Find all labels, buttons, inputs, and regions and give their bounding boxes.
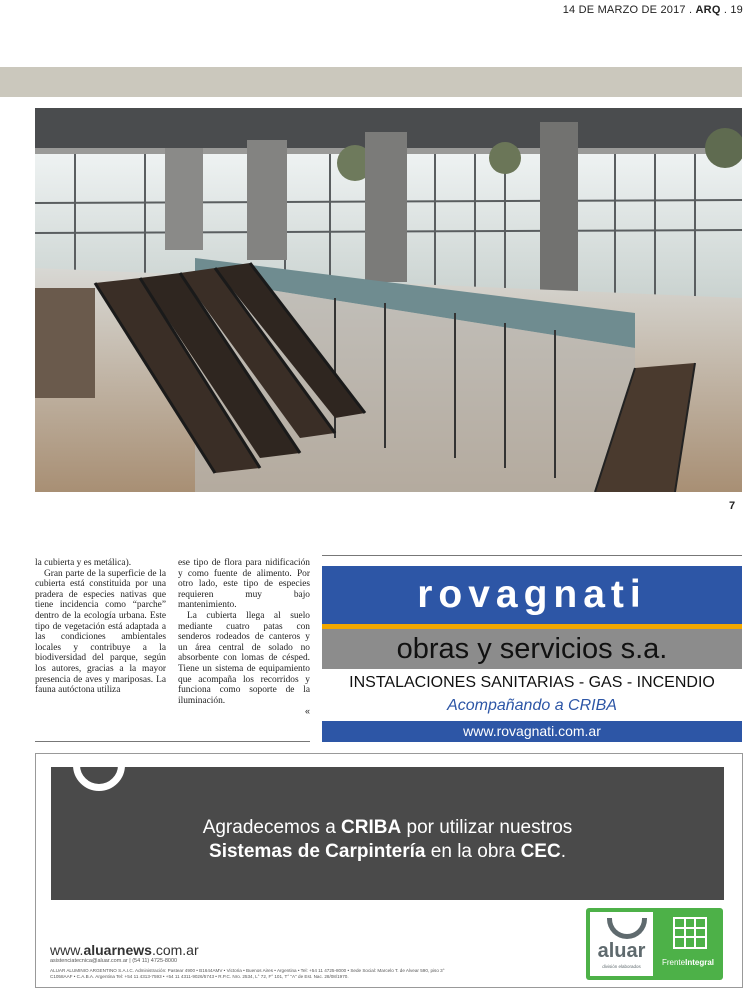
rovagnati-website: www.rovagnati.com.ar [322,721,742,742]
aluar-message-panel [51,767,724,900]
article-column-2 [178,558,310,717]
header-section: ARQ [695,4,721,16]
article-end-mark: « [304,706,310,717]
photo-number: 7 [729,500,736,512]
rovagnati-ad [322,566,742,742]
aluar-ad [35,753,743,988]
frente-integral-label: FrenteIntegral [661,958,715,967]
divider [35,741,310,742]
aluar-logo [586,908,723,980]
header-date: 14 DE MARZO DE 2017 [562,4,686,16]
rovagnati-brand: rovagnati [322,566,742,624]
article-paragraph: la cubierta y es metálica). [35,558,132,568]
escalator-hall-photo [35,108,742,492]
header-band [0,67,742,97]
aluar-message-line-2: Sistemas de Carpintería en la obra CEC. [209,841,566,862]
window-grid-icon [673,917,707,949]
divider [322,555,742,556]
article-paragraph: ese tipo de flora para nidificación y como fuente de alimento. Por otro lado, este tipo de especies requieren muy bajo mantenimiento. [178,558,310,611]
aluar-ring-graphic [73,753,125,791]
aluar-logo-name: aluar [597,940,646,962]
aluar-u-icon [607,918,647,939]
article-paragraph: Gran parte de la superficie de la cubierta está constituida por una pradera de especies nativas que tiene incidencia como “parche” dentro de la ecología urbana. Este tipo de vegetación está adaptada a las condiciones ambientales locales y contribuye a la biodiversidad del parque, según los autores, gracias a la mayor presencia de aves y mariposas. La fauna autóctona utiliza [35,568,166,696]
aluar-logo-division: división elaborados [602,964,641,969]
aluar-legal-text: ALUAR ALUMINIO ARGENTINO S.A.I.C. Administración: Pastear 4900 • B1644AMV • Victoria • Buenos Aires • Argentina • Tel: +54 11 4725-8000 • Sede Social: Marcelo T. de Alvear 590, piso 3° C1058AAF • C.A.B.A. Argentina Tel: +54 11 4313-7593 • +54 11 4311-9026/5743 • R.P.C. Nro. 2534, L° 72, F° 101, T° "A" de Est. Nac. 28/08/1970. [50,968,445,979]
rovagnati-services: INSTALACIONES SANITARIAS - GAS - INCENDIO [349,674,715,691]
article-paragraph: La cubierta llega al suelo mediante cuatro patas con senderos rodeados de canteros y un área central de solado no absorbente con lomas de césped. Tiene un sistema de equipamiento que acompaña los recorridos y funciona como soporte de la iluminación. [178,610,310,706]
rovagnati-tagline: Acompañando a CRIBA [447,697,617,714]
aluar-message-line-1: Agradecemos a CRIBA por utilizar nuestros [202,817,573,838]
aluar-contact: asistenciatecnica@aluar.com.ar | (54 11) 4725-8000 [50,958,178,964]
article-column-1 [35,558,166,696]
page-header: 14 DE MARZO DE 2017 . ARQ . 19 [562,4,743,16]
header-page-number: 19 [730,4,743,16]
aluar-website: www.aluarnews.com.ar [50,942,199,958]
rovagnati-subtitle: obras y servicios s.a. [322,629,742,669]
